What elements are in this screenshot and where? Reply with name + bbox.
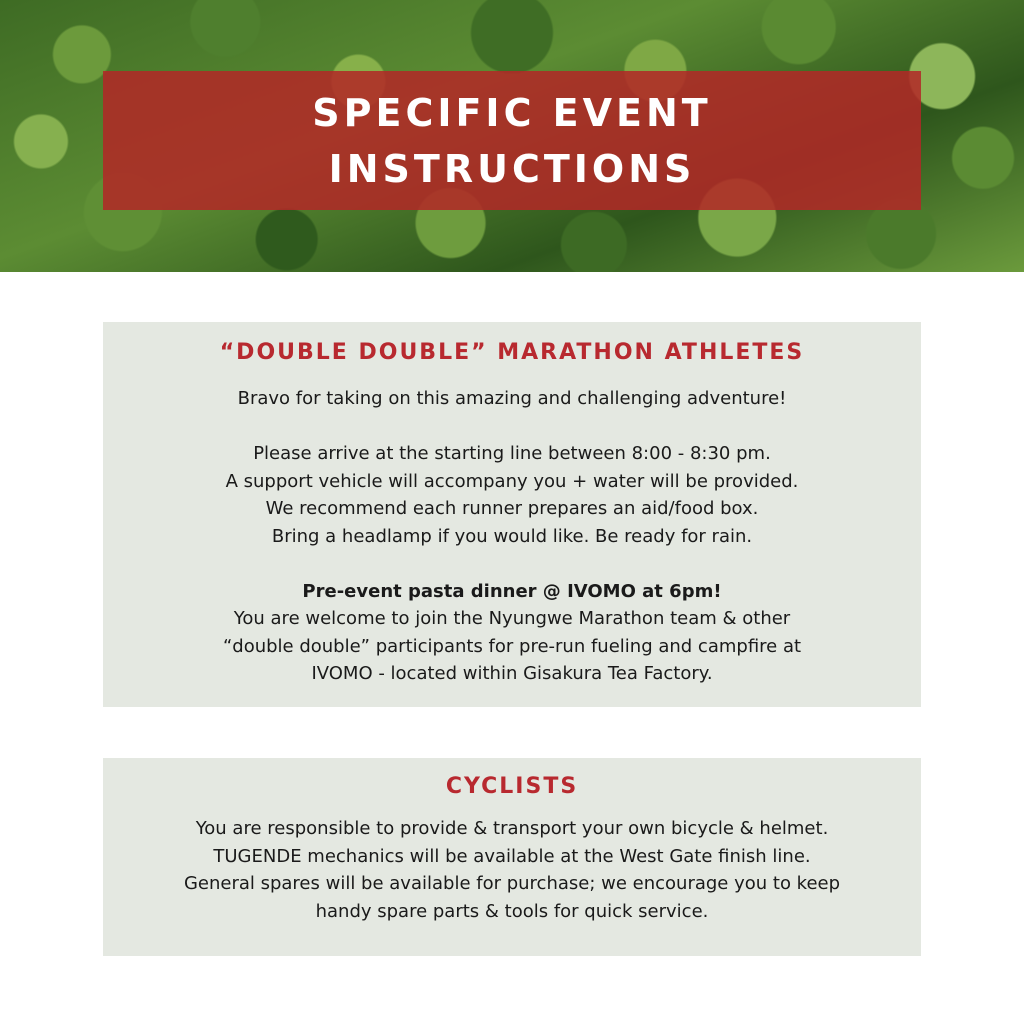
cyclists-heading: CYCLISTS xyxy=(445,774,579,799)
cyclist-line: General spares will be available for purchase; we encourage you to keep xyxy=(183,873,841,894)
athletes-heading: “DOUBLE DOUBLE” MARATHON ATHLETES xyxy=(219,340,805,365)
athletes-section xyxy=(103,322,921,707)
cyclist-line: TUGENDE mechanics will be available at the West Gate finish line. xyxy=(213,845,811,867)
title-banner xyxy=(103,71,921,210)
info-line: We recommend each runner prepares an aid/food box. xyxy=(265,498,759,519)
title-line-1: SPECIFIC EVENT xyxy=(312,90,712,135)
dinner-line: You are welcome to join the Nyungwe Marathon team & other xyxy=(233,608,791,629)
cyclist-line: handy spare parts & tools for quick service. xyxy=(315,900,709,922)
dinner-title: Pre-event pasta dinner @ IVOMO at 6pm! xyxy=(302,580,722,602)
page-title xyxy=(312,85,711,197)
title-line-2: INSTRUCTIONS xyxy=(328,146,696,191)
dinner-line: “double double” participants for pre-run fueling and campfire at xyxy=(222,635,802,657)
dinner-line: IVOMO - located within Gisakura Tea Factory. xyxy=(311,663,713,684)
cyclists-section xyxy=(103,758,921,956)
info-line: Bring a headlamp if you would like. Be ready for rain. xyxy=(271,525,753,547)
cyclist-line: You are responsible to provide & transport your own bicycle & helmet. xyxy=(195,818,829,839)
info-line: A support vehicle will accompany you + water will be provided. xyxy=(225,470,799,492)
athletes-intro: Bravo for taking on this amazing and challenging adventure! xyxy=(237,388,787,409)
info-line: Please arrive at the starting line between 8:00 - 8:30 pm. xyxy=(253,443,771,464)
forest-header-image xyxy=(0,0,1024,272)
